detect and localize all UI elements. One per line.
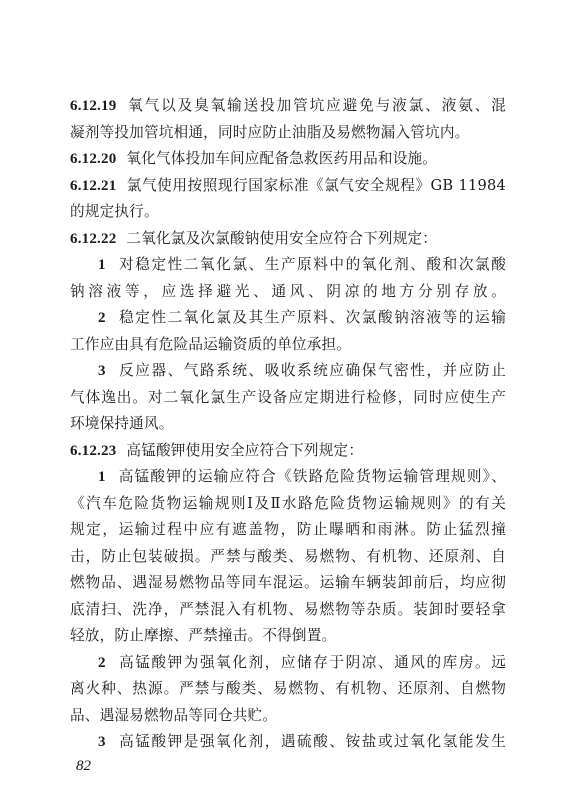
clause-text: 氧化气体投加车间应配备急救医药用品和设施。 bbox=[126, 150, 438, 167]
clause-number: 6.12.20 bbox=[70, 151, 117, 167]
clause-6-12-22-item-3-line-3 bbox=[70, 414, 506, 434]
item-text: 工作应由具有危险品运输资质的单位承担。 bbox=[70, 336, 352, 353]
clause-6-12-22-item-2-line-1 bbox=[98, 308, 506, 328]
item-number: 1 bbox=[98, 469, 106, 485]
clause-text: 氯气使用按照现行国家标准《氯气安全规程》GB 11984 bbox=[126, 177, 506, 194]
item-text: 离火种、热源。严禁与酸类、易燃物、有机物、还原剂、自燃物 bbox=[70, 680, 506, 697]
clause-6-12-23-item-1-line-6 bbox=[70, 600, 506, 620]
clause-text: 的规定执行。 bbox=[70, 203, 159, 220]
clause-6-12-19-line-2 bbox=[70, 123, 506, 143]
clause-6-12-22-item-1-line-1 bbox=[98, 255, 506, 275]
item-number: 2 bbox=[98, 655, 106, 671]
item-text: 对稳定性二氧化氯、生产原料中的氧化剂、酸和次氯酸 bbox=[117, 256, 506, 273]
item-text: 《汽车危险货物运输规则Ⅰ及Ⅱ水路危险货物运输规则》的有关 bbox=[70, 495, 506, 512]
clause-6-12-21-line-1 bbox=[70, 176, 506, 196]
clause-text: 凝剂等投加管坑相通，同时应防止油脂及易燃物漏入管坑内。 bbox=[70, 124, 470, 141]
clause-6-12-23-item-1-line-7 bbox=[70, 626, 506, 646]
item-text: 稳定性二氧化氯及其生产原料、次氯酸钠溶液等的运输 bbox=[117, 309, 506, 326]
clause-6-12-22-item-3-line-2 bbox=[70, 388, 506, 408]
item-number: 2 bbox=[98, 310, 106, 326]
clause-6-12-20-line-1 bbox=[70, 149, 506, 169]
page-number: 82 bbox=[76, 758, 91, 774]
item-text: 击，防止包装破损。严禁与酸类、易燃物、有机物、还原剂、自 bbox=[70, 548, 506, 565]
clause-6-12-21-line-2 bbox=[70, 202, 506, 222]
item-number: 3 bbox=[98, 734, 106, 750]
item-text: 反应器、气路系统、吸收系统应确保气密性，并应防止 bbox=[117, 362, 506, 379]
item-text: 钠溶液等，应选择避光、通风、阴凉的地方分别存放。 bbox=[70, 283, 506, 300]
item-number: 3 bbox=[98, 363, 106, 379]
clause-text: 高锰酸钾使用安全应符合下列规定： bbox=[126, 442, 364, 459]
item-text: 高锰酸钾的运输应符合《铁路危险货物运输管理规则》、 bbox=[117, 468, 506, 485]
clause-6-12-19-line-1 bbox=[70, 96, 506, 116]
clause-6-12-22-item-3-line-1 bbox=[98, 361, 506, 381]
item-text: 品、遇湿易燃物品等同仓共贮。 bbox=[70, 707, 278, 724]
clause-number: 6.12.22 bbox=[70, 231, 117, 247]
clause-6-12-22-item-1-line-2 bbox=[70, 282, 506, 302]
clause-6-12-23-item-1-line-2 bbox=[70, 494, 506, 514]
item-text: 规定，运输过程中应有遮盖物，防止曝晒和雨淋。防止猛烈撞 bbox=[70, 521, 506, 538]
clause-6-12-23-item-2-line-1 bbox=[98, 653, 506, 673]
item-text: 高锰酸钾是强氧化剂，遇硫酸、铵盐或过氧化氢能发生 bbox=[117, 733, 506, 750]
item-number: 1 bbox=[98, 257, 106, 273]
clause-number: 6.12.19 bbox=[70, 98, 117, 114]
clause-6-12-23-item-1-line-3 bbox=[70, 520, 506, 540]
item-text: 燃物品、遇湿易燃物品等同车混运。运输车辆装卸前后，均应彻 bbox=[70, 574, 506, 591]
clause-6-12-22-item-2-line-2 bbox=[70, 335, 506, 355]
item-text: 气体逸出。对二氧化氯生产设备应定期进行检修，同时应使生产 bbox=[70, 389, 506, 406]
item-text: 轻放，防止摩擦、严禁撞击。不得倒置。 bbox=[70, 627, 337, 644]
clause-6-12-23-item-1-line-4 bbox=[70, 547, 506, 567]
clause-number: 6.12.23 bbox=[70, 443, 117, 459]
clause-6-12-23-item-3-line-1 bbox=[98, 732, 506, 752]
item-text: 底清扫、洗净，严禁混入有机物、易燃物等杂质。装卸时要轻拿 bbox=[70, 601, 506, 618]
clause-6-12-23-item-1-line-5 bbox=[70, 573, 506, 593]
clause-6-12-22-line-1 bbox=[70, 229, 506, 249]
clause-text: 二氧化氯及次氯酸钠使用安全应符合下列规定： bbox=[126, 230, 438, 247]
clause-number: 6.12.21 bbox=[70, 178, 117, 194]
item-text: 环境保持通风。 bbox=[70, 415, 174, 432]
item-text: 高锰酸钾为强氧化剂，应储存于阴凉、通风的库房。远 bbox=[117, 654, 506, 671]
clause-6-12-23-line-1 bbox=[70, 441, 506, 461]
clause-text: 氧气以及臭氧输送投加管坑应避免与液氯、液氨、混 bbox=[126, 97, 506, 114]
clause-6-12-23-item-2-line-2 bbox=[70, 679, 506, 699]
clause-6-12-23-item-2-line-3 bbox=[70, 706, 506, 726]
clause-6-12-23-item-1-line-1 bbox=[98, 467, 506, 487]
